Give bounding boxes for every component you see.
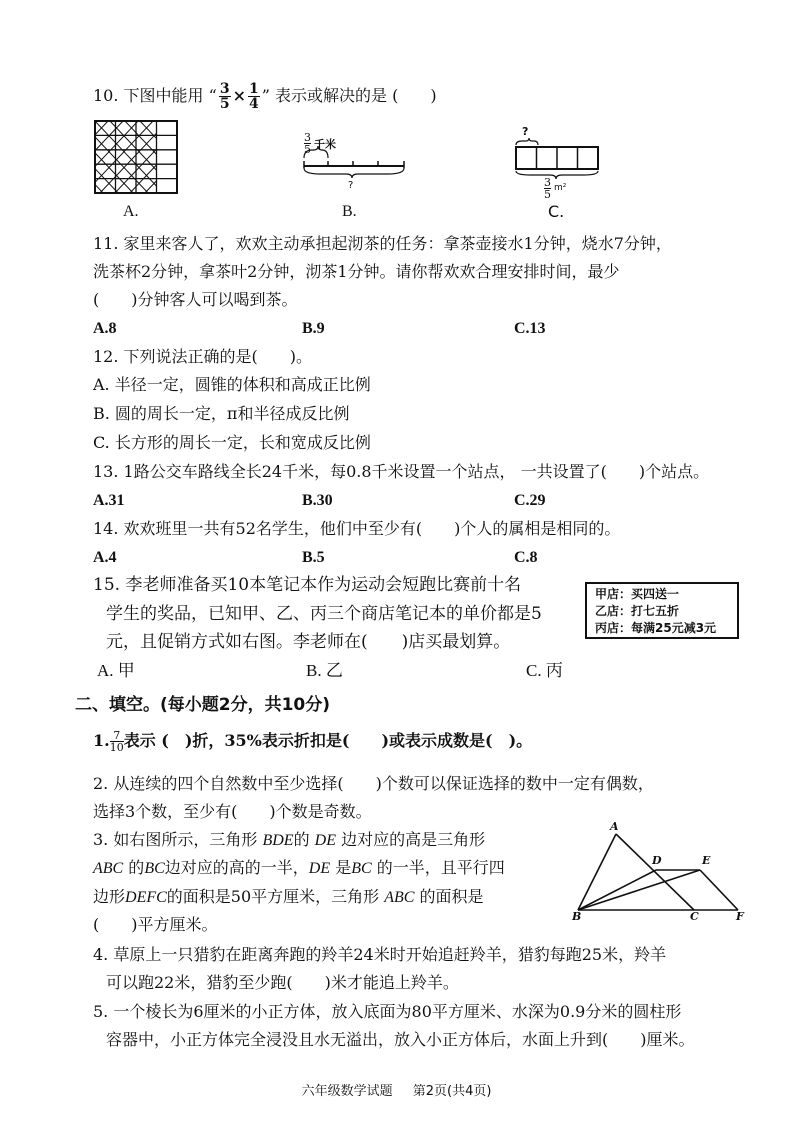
- q15-line-1: 15. 李老师准备买10本笔记本作为运动会短跑比赛前十名: [93, 575, 522, 595]
- q12-stem: 12. 下列说法正确的是( )。: [93, 347, 313, 366]
- f3-line-3: 边形DEFC的面积是50平方厘米，三角形 ABC 的面积是: [93, 887, 484, 906]
- q10-figure-b-frac: $\frac{3}{5}$: [304, 131, 311, 156]
- q11-line-2: 洗茶杯2分钟，拿茶叶2分钟，沏茶1分钟。请你帮欢欢合理安排时间，最少: [93, 262, 620, 281]
- q10-frac1: $\frac{3}{5}$: [219, 81, 230, 112]
- q10-figure-c-bar: [512, 131, 602, 183]
- q13-stem: 13. 1路公交车路线全长24千米，每0.8千米设置一个站点， 一共设置了( )个站点。: [93, 462, 710, 481]
- q11-option-c[interactable]: C.13: [514, 320, 546, 337]
- f1-line: 1. $\frac{7}{10}$ 表示 ( )折，35%表示折扣是( )或表示成数是( )。: [93, 729, 533, 754]
- f3-line-1: 3. 如右图所示，三角形 BDE的 DE 边对应的高是三角形: [93, 830, 486, 849]
- q12-option-b[interactable]: B. 圆的周长一定，π和半径成反比例: [93, 404, 350, 423]
- footer-page: 第2页(共4页): [412, 1084, 492, 1099]
- f4-line-1: 4. 草原上一只猎豹在距离奔跑的羚羊24米时开始追赶羚羊，猎豹每跑25米，羚羊: [93, 945, 667, 964]
- section-fill-blank-title: 二、填空。(每小题2分，共10分): [75, 695, 331, 715]
- q10-stem: 10. 下图中能用 “ $\frac{3}{5}$ × $\frac{1}{4}$ ” 表示或解决的是 ( ): [93, 81, 437, 112]
- f3-triangle-figure: [570, 820, 750, 923]
- q10-figure-b-segment: [300, 128, 410, 180]
- point-c: C: [690, 910, 699, 923]
- f2-line-2: 选择3个数，至少有( )个数是奇数。: [93, 802, 372, 821]
- q10-option-a[interactable]: A.: [123, 203, 139, 220]
- q11-option-b[interactable]: B.9: [302, 320, 325, 337]
- q15-option-c[interactable]: C. 丙: [526, 661, 563, 680]
- q10-figure-c: ? $\frac{3}{5}$ m²: [512, 125, 602, 197]
- shop-jia: 甲店：买四送一: [595, 587, 680, 601]
- q10-option-c[interactable]: C.: [548, 202, 565, 221]
- q11-line-1: 11. 家里来客人了，欢欢主动承担起沏茶的任务：拿茶壶接水1分钟，烧水7分钟，: [93, 234, 672, 253]
- f2-line-1: 2. 从连续的四个自然数中至少选择( )个数可以保证选择的数中一定有偶数，: [93, 774, 654, 793]
- q15-line-3: 元，且促销方式如右图。李老师在( )店买最划算。: [106, 632, 511, 652]
- f3-triangle-lines: [570, 820, 750, 920]
- shop-bing: 丙店：每满25元减3元: [595, 621, 717, 635]
- q14-option-a[interactable]: A.4: [93, 549, 117, 566]
- q13-option-b[interactable]: B.30: [302, 492, 333, 509]
- q13-option-c[interactable]: C.29: [514, 492, 546, 509]
- shop-yi: 乙店：打七五折: [595, 604, 680, 618]
- q10-figure-a-grid: [94, 120, 178, 194]
- footer-subject: 六年级数学试题: [301, 1084, 393, 1099]
- q10-frac2: $\frac{1}{4}$: [248, 81, 259, 112]
- point-f: F: [736, 910, 744, 923]
- q12-option-a[interactable]: A. 半径一定，圆锥的体积和高成正比例: [93, 375, 371, 394]
- f5-line-2: 容器中，小正方体完全浸没且水无溢出，放入小正方体后，水面上升到( )厘米。: [106, 1030, 695, 1049]
- f5-line-1: 5. 一个棱长为6厘米的小正方体，放入底面为80平方厘米、水深为0.9分米的圆柱形: [93, 1002, 682, 1021]
- page-footer: [0, 1080, 793, 1099]
- f3-line-4: ( )平方厘米。: [93, 915, 218, 934]
- q15-option-a[interactable]: A. 甲: [97, 661, 135, 680]
- q14-option-b[interactable]: B.5: [302, 549, 325, 566]
- point-e: E: [702, 854, 711, 867]
- q10-figure-c-frac: $\frac{3}{5}$: [544, 176, 551, 201]
- q10-option-b[interactable]: B.: [342, 203, 357, 220]
- q12-option-c[interactable]: C. 长方形的周长一定，长和宽成反比例: [93, 433, 371, 452]
- q15-line-2: 学生的奖品，已知甲、乙、丙三个商店笔记本的单价都是5: [106, 604, 542, 624]
- f4-line-2: 可以跑22米，猎豹至少跑( )米才能追上羚羊。: [106, 973, 459, 992]
- q11-option-a[interactable]: A.8: [93, 320, 117, 337]
- f3-line-2: ABC 的BC边对应的高的一半，DE 是BC 的一半，且平行四: [93, 858, 505, 877]
- q13-option-a[interactable]: A.31: [93, 492, 125, 509]
- q14-option-c[interactable]: C.8: [514, 549, 538, 566]
- point-b: B: [572, 910, 582, 923]
- point-a: A: [610, 820, 619, 833]
- point-d: D: [652, 854, 662, 867]
- q10-figure-b: $\frac{3}{5}$ 千米 ?: [300, 128, 410, 198]
- q11-line-3: ( )分钟客人可以喝到茶。: [93, 290, 298, 309]
- f1-frac: $\frac{7}{10}$: [109, 729, 124, 754]
- q15-shop-promotions: [585, 582, 739, 639]
- q14-stem: 14. 欢欢班里一共有52名学生，他们中至少有( )个人的属相是相同的。: [93, 519, 621, 538]
- q15-option-b[interactable]: B. 乙: [306, 661, 343, 680]
